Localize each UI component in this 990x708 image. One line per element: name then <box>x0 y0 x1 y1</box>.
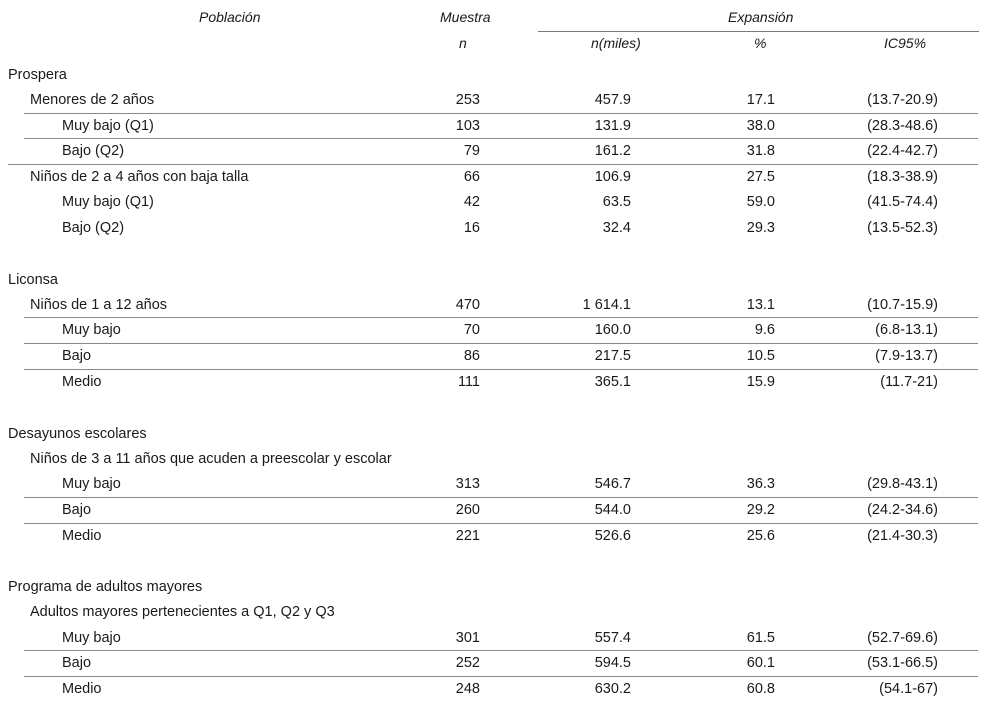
table-row <box>0 677 990 702</box>
row-label: Bajo (Q2) <box>62 143 125 159</box>
cell-percent: 29.2 <box>746 502 775 518</box>
cell-percent: 29.3 <box>746 220 775 236</box>
row-label: Adultos mayores pertenecientes a Q1, Q2 y Q3 <box>30 604 335 620</box>
row-label: Programa de adultos mayores <box>8 579 203 595</box>
cell-n-miles: 1 614.1 <box>582 297 631 313</box>
cell-muestra-n: 301 <box>455 630 480 646</box>
cell-muestra-n: 313 <box>455 476 480 492</box>
cell-ic95: (21.4-30.3) <box>867 528 938 544</box>
cell-ic95: (53.1-66.5) <box>867 655 938 671</box>
header-muestra: Muestra <box>440 9 491 25</box>
row-separator <box>24 317 978 318</box>
cell-percent: 17.1 <box>746 92 775 108</box>
cell-percent: 13.1 <box>746 297 775 313</box>
header-n: n <box>459 35 467 51</box>
table-row <box>0 190 990 215</box>
row-label: Bajo <box>62 502 92 518</box>
row-label: Niños de 1 a 12 años <box>30 297 168 313</box>
table-row <box>0 88 990 113</box>
cell-percent: 9.6 <box>754 322 775 338</box>
row-label: Muy bajo <box>62 630 121 646</box>
cell-muestra-n: 260 <box>455 502 480 518</box>
header-percent: % <box>754 35 767 51</box>
cell-percent: 10.5 <box>746 348 775 364</box>
cell-muestra-n: 111 <box>457 374 480 390</box>
row-label: Muy bajo <box>62 322 121 338</box>
row-label: Muy bajo (Q1) <box>62 194 154 210</box>
table-row <box>0 344 990 369</box>
table-row <box>0 498 990 523</box>
cell-n-miles: 131.9 <box>594 118 631 134</box>
row-separator <box>24 369 978 370</box>
table-row <box>0 293 990 318</box>
cell-ic95: (6.8-13.1) <box>875 322 938 338</box>
row-label: Bajo (Q2) <box>62 220 125 236</box>
cell-ic95: (28.3-48.6) <box>867 118 938 134</box>
cell-percent: 27.5 <box>746 169 775 185</box>
cell-n-miles: 106.9 <box>594 169 631 185</box>
table-row <box>0 63 990 88</box>
table-row <box>0 318 990 343</box>
row-separator <box>24 343 978 344</box>
row-separator <box>24 497 978 498</box>
cell-n-miles: 161.2 <box>594 143 631 159</box>
header-ic95: IC95% <box>884 35 927 51</box>
row-label: Muy bajo (Q1) <box>62 118 154 134</box>
header-expansion: Expansión <box>728 9 794 25</box>
cell-percent: 60.8 <box>746 681 775 697</box>
row-label: Medio <box>62 374 102 390</box>
table-row <box>0 422 990 447</box>
cell-n-miles: 365.1 <box>594 374 631 390</box>
cell-percent: 59.0 <box>746 194 775 210</box>
cell-muestra-n: 103 <box>455 118 480 134</box>
row-label: Bajo <box>62 655 92 671</box>
cell-n-miles: 594.5 <box>594 655 631 671</box>
cell-ic95: (13.7-20.9) <box>867 92 938 108</box>
cell-ic95: (18.3-38.9) <box>867 169 938 185</box>
cell-ic95: (22.4-42.7) <box>867 143 938 159</box>
cell-ic95: (7.9-13.7) <box>875 348 938 364</box>
row-label: Prospera <box>8 67 67 83</box>
row-label: Niños de 2 a 4 años con baja talla <box>30 169 249 185</box>
table-row <box>0 114 990 139</box>
row-separator <box>24 523 978 524</box>
cell-muestra-n: 470 <box>455 297 480 313</box>
header-n-miles: n(miles) <box>591 35 641 51</box>
row-label: Menores de 2 años <box>30 92 155 108</box>
cell-n-miles: 544.0 <box>594 502 631 518</box>
row-label: Niños de 3 a 11 años que acuden a preescolar y escolar <box>30 451 392 467</box>
cell-n-miles: 217.5 <box>594 348 631 364</box>
cell-percent: 25.6 <box>746 528 775 544</box>
cell-ic95: (54.1-67) <box>879 681 938 697</box>
row-label: Muy bajo <box>62 476 121 492</box>
row-label: Medio <box>62 681 102 697</box>
table-row <box>0 216 990 241</box>
table-row <box>0 370 990 395</box>
cell-muestra-n: 248 <box>455 681 480 697</box>
cell-muestra-n: 16 <box>463 220 480 236</box>
cell-muestra-n: 252 <box>455 655 480 671</box>
cell-n-miles: 457.9 <box>594 92 631 108</box>
table-row <box>0 139 990 164</box>
cell-ic95: (13.5-52.3) <box>867 220 938 236</box>
expansion-header-rule <box>538 31 979 32</box>
cell-muestra-n: 86 <box>463 348 480 364</box>
row-separator <box>24 138 978 139</box>
row-label: Bajo <box>62 348 92 364</box>
cell-muestra-n: 221 <box>455 528 480 544</box>
table-row <box>0 575 990 600</box>
table-row <box>0 268 990 293</box>
cell-ic95: (11.7-21) <box>880 374 938 390</box>
table-row <box>0 165 990 190</box>
table-row <box>0 524 990 549</box>
cell-percent: 38.0 <box>746 118 775 134</box>
table-row <box>0 472 990 497</box>
cell-ic95: (52.7-69.6) <box>867 630 938 646</box>
row-separator <box>24 676 978 677</box>
cell-n-miles: 630.2 <box>594 681 631 697</box>
cell-percent: 61.5 <box>746 630 775 646</box>
table-row <box>0 651 990 676</box>
row-separator <box>24 113 978 114</box>
cell-n-miles: 557.4 <box>594 630 631 646</box>
cell-n-miles: 546.7 <box>594 476 631 492</box>
cell-n-miles: 32.4 <box>602 220 631 236</box>
cell-percent: 15.9 <box>746 374 775 390</box>
table-row <box>0 447 990 472</box>
cell-muestra-n: 70 <box>463 322 480 338</box>
header-poblacion: Población <box>199 9 261 25</box>
row-separator <box>24 650 978 651</box>
row-label: Desayunos escolares <box>8 426 147 442</box>
cell-muestra-n: 79 <box>463 143 480 159</box>
table-row <box>0 600 990 625</box>
cell-ic95: (24.2-34.6) <box>867 502 938 518</box>
cell-ic95: (41.5-74.4) <box>867 194 938 210</box>
row-label: Liconsa <box>8 272 58 288</box>
cell-percent: 31.8 <box>746 143 775 159</box>
cell-muestra-n: 66 <box>463 169 480 185</box>
cell-n-miles: 526.6 <box>594 528 631 544</box>
table-row <box>0 626 990 651</box>
cell-n-miles: 63.5 <box>602 194 631 210</box>
cell-percent: 60.1 <box>746 655 775 671</box>
cell-muestra-n: 253 <box>455 92 480 108</box>
row-separator <box>8 164 978 165</box>
row-label: Medio <box>62 528 102 544</box>
cell-percent: 36.3 <box>746 476 775 492</box>
cell-ic95: (10.7-15.9) <box>867 297 938 313</box>
cell-muestra-n: 42 <box>463 194 480 210</box>
cell-ic95: (29.8-43.1) <box>867 476 938 492</box>
cell-n-miles: 160.0 <box>594 322 631 338</box>
